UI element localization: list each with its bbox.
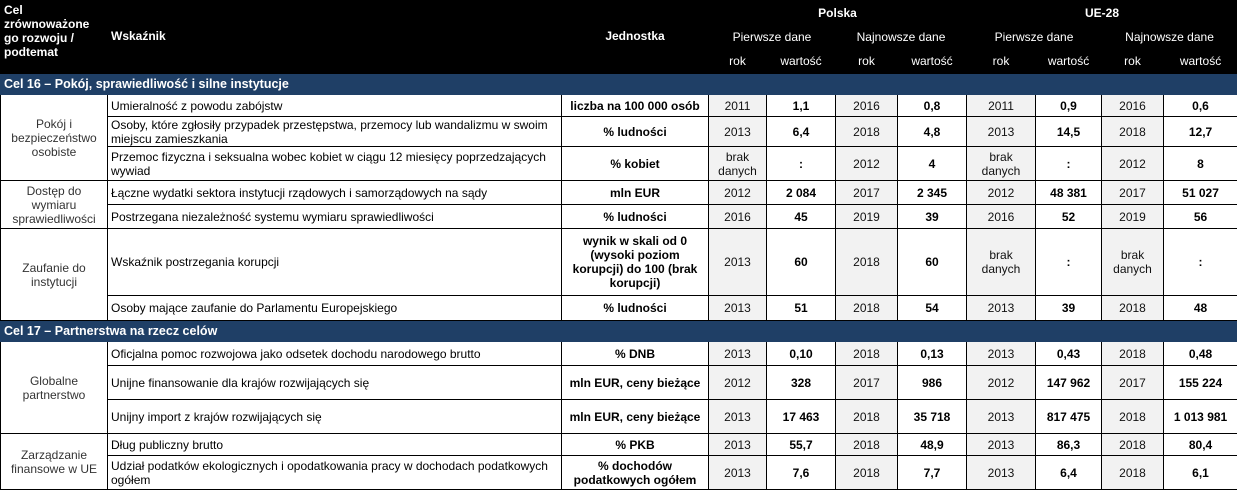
pl-latest-value: 986 [898, 366, 967, 400]
indicator-unit: % ludności [562, 117, 709, 147]
pl-latest-value: 7,7 [898, 456, 967, 490]
pl-first-year: 2013 [709, 456, 767, 490]
pl-first-value: 0,10 [767, 342, 836, 366]
eu-latest-year: 2018 [1102, 117, 1164, 147]
table-row [1, 95, 1237, 117]
indicator-name: Unijny import z krajów rozwijających się [108, 400, 562, 434]
eu-latest-year: 2018 [1102, 434, 1164, 456]
pl-latest-year: 2017 [836, 181, 898, 205]
indicator-unit: % dochodów podatkowych ogółem [562, 456, 709, 490]
pl-first-value: 2 084 [767, 181, 836, 205]
pl-first-value: 60 [767, 229, 836, 296]
pl-latest-data-header: Najnowsze dane [836, 25, 967, 49]
eu-first-year: 2012 [967, 366, 1036, 400]
indicator-unit: % DNB [562, 342, 709, 366]
eu-latest-year: 2018 [1102, 296, 1164, 321]
pl-latest-year: 2016 [836, 95, 898, 117]
pl-first-value: 1,1 [767, 95, 836, 117]
pl-first-year: 2013 [709, 342, 767, 366]
section-title: Cel 16 – Pokój, sprawiedliwość i silne instytucje [1, 74, 709, 95]
eu-latest-year: 2019 [1102, 205, 1164, 229]
indicator-unit: mln EUR, ceny bieżące [562, 400, 709, 434]
poland-header: Polska [709, 1, 967, 25]
pl-first-year: 2013 [709, 296, 767, 321]
subtopic-label: Zarządzanie finansowe w UE [1, 434, 108, 490]
pl-latest-year: 2017 [836, 366, 898, 400]
indicator-unit: liczba na 100 000 osób [562, 95, 709, 117]
pl-latest-value: 0,8 [898, 95, 967, 117]
eu-first-year: 2011 [967, 95, 1036, 117]
pl-first-year: 2012 [709, 181, 767, 205]
indicator-unit: wynik w skali od 0 (wysoki poziom korupcji) do 100 (brak korupcji) [562, 229, 709, 296]
subtopic-label: Globalne partnerstwo [1, 342, 108, 434]
eu-latest-year: 2017 [1102, 366, 1164, 400]
eu-latest-value: 48 [1164, 296, 1237, 321]
pl-latest-year: 2018 [836, 342, 898, 366]
eu-latest-year: 2017 [1102, 181, 1164, 205]
table-row [1, 296, 1237, 321]
eu-latest-value: 1 013 981 [1164, 400, 1237, 434]
subtopic-label: Zaufanie do instytucji [1, 229, 108, 321]
eu-first-value: 147 962 [1036, 366, 1102, 400]
eu-latest-year: 2012 [1102, 147, 1164, 181]
eu-first-year: brak danych [967, 229, 1036, 296]
pl-latest-value: 4,8 [898, 117, 967, 147]
eu-first-value: 86,3 [1036, 434, 1102, 456]
eu-latest-value: 12,7 [1164, 117, 1237, 147]
pl-latest-year: 2018 [836, 400, 898, 434]
indicator-name: Dług publiczny brutto [108, 434, 562, 456]
section-band-pl [709, 74, 967, 95]
eu-latest-year: 2016 [1102, 95, 1164, 117]
subtopic-label: Pokój i bezpieczeństwo osobiste [1, 95, 108, 181]
pl-first-year: 2013 [709, 229, 767, 296]
pl-first-year: 2012 [709, 366, 767, 400]
indicator-unit: mln EUR, ceny bieżące [562, 366, 709, 400]
eu-latest-value: 8 [1164, 147, 1237, 181]
pl-latest-year: 2012 [836, 147, 898, 181]
indicator-unit: % ludności [562, 296, 709, 321]
pl-first-value: 7,6 [767, 456, 836, 490]
table-row [1, 456, 1237, 490]
eu-first-value: 6,4 [1036, 456, 1102, 490]
eu-first-year-header: rok [967, 49, 1036, 74]
eu-first-data-header: Pierwsze dane [967, 25, 1102, 49]
pl-latest-value: 2 345 [898, 181, 967, 205]
pl-latest-value: 0,13 [898, 342, 967, 366]
eu-first-value: 0,43 [1036, 342, 1102, 366]
pl-first-value: 45 [767, 205, 836, 229]
table-row [1, 147, 1237, 181]
table-row [1, 434, 1237, 456]
indicator-name: Osoby, które zgłosiły przypadek przestępstwa, przemocy lub wandalizmu w swoim miejscu zamieszkania [108, 117, 562, 147]
section-band-eu [967, 74, 1237, 95]
eu-first-value-header: wartość [1036, 49, 1102, 74]
pl-first-year: 2013 [709, 117, 767, 147]
indicator-name: Oficjalna pomoc rozwojowa jako odsetek dochodu narodowego brutto [108, 342, 562, 366]
indicator-name: Unijne finansowanie dla krajów rozwijających się [108, 366, 562, 400]
pl-first-value: : [767, 147, 836, 181]
pl-latest-value: 35 718 [898, 400, 967, 434]
pl-first-year: 2013 [709, 434, 767, 456]
pl-first-value: 55,7 [767, 434, 836, 456]
eu-first-year: 2013 [967, 296, 1036, 321]
pl-latest-value: 4 [898, 147, 967, 181]
table-row [1, 181, 1237, 205]
eu-first-year: brak danych [967, 147, 1036, 181]
pl-first-value: 17 463 [767, 400, 836, 434]
eu-latest-value: 51 027 [1164, 181, 1237, 205]
table-row [1, 366, 1237, 400]
eu-first-value: 52 [1036, 205, 1102, 229]
eu28-header: UE-28 [967, 1, 1237, 25]
eu-latest-year: 2018 [1102, 400, 1164, 434]
eu-first-year: 2013 [967, 400, 1036, 434]
indicator-name: Umieralność z powodu zabójstw [108, 95, 562, 117]
eu-first-year: 2013 [967, 434, 1036, 456]
indicator-name: Przemoc fizyczna i seksualna wobec kobiet w ciągu 12 miesięcy poprzedzających wywiad [108, 147, 562, 181]
eu-first-value: 0,9 [1036, 95, 1102, 117]
subtopic-label: Dostęp do wymiaru sprawiedliwości [1, 181, 108, 229]
pl-latest-value: 60 [898, 229, 967, 296]
pl-latest-year: 2018 [836, 434, 898, 456]
eu-latest-value: 0,6 [1164, 95, 1237, 117]
pl-latest-year: 2019 [836, 205, 898, 229]
eu-first-value: : [1036, 147, 1102, 181]
eu-latest-value: 0,48 [1164, 342, 1237, 366]
eu-first-value: : [1036, 229, 1102, 296]
pl-first-year-header: rok [709, 49, 767, 74]
indicator-unit: mln EUR [562, 181, 709, 205]
eu-first-value: 14,5 [1036, 117, 1102, 147]
table-row [1, 400, 1237, 434]
indicator-unit: % ludności [562, 205, 709, 229]
table-row [1, 205, 1237, 229]
pl-first-year: 2016 [709, 205, 767, 229]
pl-latest-year-header: rok [836, 49, 898, 74]
pl-first-data-header: Pierwsze dane [709, 25, 836, 49]
pl-latest-value: 54 [898, 296, 967, 321]
eu-first-year: 2013 [967, 342, 1036, 366]
indicator-unit: % kobiet [562, 147, 709, 181]
indicator-header: Wskaźnik [108, 1, 562, 74]
pl-first-year: brak danych [709, 147, 767, 181]
eu-first-year: 2016 [967, 205, 1036, 229]
eu-first-year: 2013 [967, 456, 1036, 490]
section-band-pl [709, 321, 967, 342]
eu-latest-value: 6,1 [1164, 456, 1237, 490]
section-band-eu [967, 321, 1237, 342]
eu-latest-value-header: wartość [1164, 49, 1237, 74]
pl-first-year: 2013 [709, 400, 767, 434]
pl-latest-year: 2018 [836, 229, 898, 296]
pl-first-value-header: wartość [767, 49, 836, 74]
pl-latest-value-header: wartość [898, 49, 967, 74]
unit-header: Jednostka [562, 1, 709, 74]
table-row [1, 229, 1237, 296]
table-row [1, 342, 1237, 366]
indicator-name: Wskaźnik postrzegania korupcji [108, 229, 562, 296]
goal-header: Cel zrównoważone go rozwoju / podtemat [1, 1, 108, 74]
eu-latest-data-header: Najnowsze dane [1102, 25, 1237, 49]
eu-latest-year: 2018 [1102, 342, 1164, 366]
pl-latest-year: 2018 [836, 456, 898, 490]
pl-latest-value: 39 [898, 205, 967, 229]
indicator-name: Łączne wydatki sektora instytucji rządowych i samorządowych na sądy [108, 181, 562, 205]
pl-first-value: 51 [767, 296, 836, 321]
indicator-name: Postrzegana niezależność systemu wymiaru sprawiedliwości [108, 205, 562, 229]
eu-latest-value: 56 [1164, 205, 1237, 229]
pl-first-value: 6,4 [767, 117, 836, 147]
eu-latest-value: : [1164, 229, 1237, 296]
eu-first-value: 817 475 [1036, 400, 1102, 434]
eu-latest-year: brak danych [1102, 229, 1164, 296]
table-row [1, 117, 1237, 147]
eu-first-year: 2013 [967, 117, 1036, 147]
eu-first-year: 2012 [967, 181, 1036, 205]
eu-latest-value: 155 224 [1164, 366, 1237, 400]
indicator-unit: % PKB [562, 434, 709, 456]
pl-latest-year: 2018 [836, 117, 898, 147]
eu-first-value: 39 [1036, 296, 1102, 321]
pl-latest-year: 2018 [836, 296, 898, 321]
eu-latest-year-header: rok [1102, 49, 1164, 74]
eu-latest-year: 2018 [1102, 456, 1164, 490]
eu-first-value: 48 381 [1036, 181, 1102, 205]
indicator-name: Osoby mające zaufanie do Parlamentu Europejskiego [108, 296, 562, 321]
section-title: Cel 17 – Partnerstwa na rzecz celów [1, 321, 709, 342]
pl-latest-value: 48,9 [898, 434, 967, 456]
eu-latest-value: 80,4 [1164, 434, 1237, 456]
indicator-name: Udział podatków ekologicznych i opodatkowania pracy w dochodach podatkowych ogółem [108, 456, 562, 490]
pl-first-value: 328 [767, 366, 836, 400]
pl-first-year: 2011 [709, 95, 767, 117]
